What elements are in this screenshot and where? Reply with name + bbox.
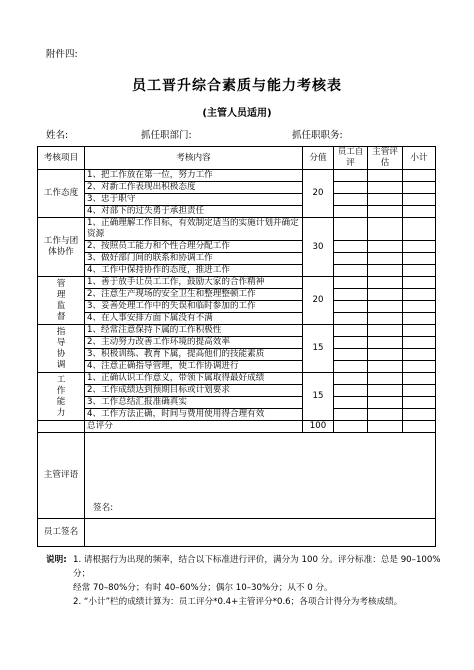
table-row bbox=[38, 337, 436, 349]
section-score: 15 bbox=[303, 373, 334, 421]
criteria-item: 3、积极训练、教育下属，提高他们的技能素质 bbox=[85, 349, 303, 361]
subtotal-cell[interactable] bbox=[403, 170, 436, 182]
header-score: 分值 bbox=[303, 147, 334, 170]
header-content: 考核内容 bbox=[85, 147, 303, 170]
table-row bbox=[38, 182, 436, 194]
total-mgr-cell[interactable] bbox=[368, 421, 403, 433]
section-score: 20 bbox=[303, 277, 334, 325]
self-eval-cell[interactable] bbox=[334, 253, 368, 265]
self-eval-cell[interactable] bbox=[334, 265, 368, 277]
subtotal-cell[interactable] bbox=[403, 289, 436, 301]
criteria-item: 3、妥善处理工作中的失误和临时参加的工作 bbox=[85, 301, 303, 313]
subtotal-cell[interactable] bbox=[403, 182, 436, 194]
department-field-label: 抓任职部门: bbox=[141, 130, 192, 141]
table-row bbox=[38, 170, 436, 182]
section-label-text: 协 bbox=[56, 348, 66, 359]
section-label-text: 工 bbox=[56, 374, 66, 385]
form-subtitle: (主管人员适用) bbox=[202, 108, 272, 119]
table-row bbox=[38, 409, 436, 421]
mgr-eval-cell[interactable] bbox=[368, 349, 403, 361]
subtotal-cell[interactable] bbox=[403, 373, 436, 385]
section-label bbox=[38, 373, 85, 421]
subtotal-cell[interactable] bbox=[403, 313, 436, 325]
header-self-eval bbox=[334, 147, 368, 170]
self-eval-cell[interactable] bbox=[334, 337, 368, 349]
total-self-cell[interactable] bbox=[334, 421, 368, 433]
subtotal-cell[interactable] bbox=[403, 206, 436, 218]
employee-sign-row bbox=[38, 519, 436, 547]
notes-block bbox=[46, 553, 446, 609]
notes-row-1 bbox=[46, 553, 446, 581]
mgr-eval-cell[interactable] bbox=[368, 253, 403, 265]
section-label-text: 作 bbox=[56, 385, 66, 396]
criteria-item: 4、对部下的过失勇于承担责任 bbox=[85, 206, 303, 218]
section-label-text: 导 bbox=[56, 337, 66, 348]
mgr-eval-cell[interactable] bbox=[368, 397, 403, 409]
self-eval-cell[interactable] bbox=[334, 313, 368, 325]
table-row bbox=[38, 397, 436, 409]
table-row bbox=[38, 301, 436, 313]
subtotal-cell[interactable] bbox=[403, 241, 436, 253]
mgr-eval-cell[interactable] bbox=[368, 194, 403, 206]
self-eval-cell[interactable] bbox=[334, 409, 368, 421]
section-label-text: 理 bbox=[56, 289, 66, 300]
position-field-label: 抓任职职务: bbox=[292, 130, 343, 141]
header-mgr-eval bbox=[368, 147, 403, 170]
header-subtotal: 小计 bbox=[403, 147, 436, 170]
criteria-item: 2、注意生产现场的安全卫生和整理整顿工作 bbox=[85, 289, 303, 301]
section-score: 30 bbox=[303, 218, 334, 277]
criteria-item: 2、工作成绩达到预期目标或计划要求 bbox=[85, 385, 303, 397]
section-score: 15 bbox=[303, 325, 334, 373]
self-eval-cell[interactable] bbox=[334, 182, 368, 194]
mgr-eval-cell[interactable] bbox=[368, 409, 403, 421]
criteria-item: 2、对新工作表现出积极态度 bbox=[85, 182, 303, 194]
mgr-eval-cell[interactable] bbox=[368, 301, 403, 313]
section-label-text: 管 bbox=[56, 278, 66, 289]
mgr-eval-cell[interactable] bbox=[368, 289, 403, 301]
self-eval-cell[interactable] bbox=[334, 301, 368, 313]
mgr-eval-cell[interactable] bbox=[368, 170, 403, 182]
notes-label: 说明: bbox=[46, 555, 67, 565]
table-row bbox=[38, 194, 436, 206]
section-label bbox=[38, 277, 85, 325]
table-row bbox=[38, 349, 436, 361]
supervisor-comment-row bbox=[38, 433, 436, 519]
employee-sign-area[interactable] bbox=[85, 519, 436, 547]
evaluation-table-body bbox=[38, 147, 436, 547]
mgr-eval-cell[interactable] bbox=[368, 337, 403, 349]
header-mgr-eval-line2: 估 bbox=[380, 158, 390, 168]
section-label-text: 调 bbox=[56, 359, 66, 370]
section-label-text: 力 bbox=[56, 407, 66, 418]
employee-sign-label: 员工签名 bbox=[38, 519, 85, 547]
table-row bbox=[38, 385, 436, 397]
subtotal-cell[interactable] bbox=[403, 397, 436, 409]
form-title: 员工晋升综合素质与能力考核表 bbox=[132, 78, 342, 94]
total-score: 100 bbox=[303, 421, 334, 433]
table-row bbox=[38, 253, 436, 265]
subtotal-cell[interactable] bbox=[403, 337, 436, 349]
criteria-item: 2、按照员工能力和个性合理分配工作 bbox=[85, 241, 303, 253]
criteria-item: 1、善于放手让员工工作，鼓励大家的合作精神 bbox=[85, 277, 303, 289]
subtotal-cell[interactable] bbox=[403, 409, 436, 421]
criteria-item: 1、正确理解工作目标，有效制定适当的实施计划并确定资源 bbox=[85, 218, 303, 241]
subtotal-cell[interactable] bbox=[403, 277, 436, 289]
section-label bbox=[38, 325, 85, 373]
self-eval-cell[interactable] bbox=[334, 277, 368, 289]
criteria-item: 4、注意正确指导管理，使工作协调进行 bbox=[85, 361, 303, 373]
total-row bbox=[38, 421, 436, 433]
criteria-item: 1、经常注意保持下属的工作积极性 bbox=[85, 325, 303, 337]
table-row bbox=[38, 265, 436, 277]
subtotal-cell[interactable] bbox=[403, 265, 436, 277]
table-row bbox=[38, 277, 436, 289]
criteria-item: 4、在人事安排方面下属没有不满 bbox=[85, 313, 303, 325]
notes-line-1: 1. 请根据行为出现的频率，结合以下标准进行评价，满分为 100 分。评分标准：总是 90–100%分； bbox=[73, 555, 441, 579]
mgr-eval-cell[interactable] bbox=[368, 265, 403, 277]
total-label: 总评分 bbox=[85, 421, 303, 433]
total-blank bbox=[38, 421, 85, 433]
mgr-eval-cell[interactable] bbox=[368, 325, 403, 337]
mgr-eval-cell[interactable] bbox=[368, 313, 403, 325]
self-eval-cell[interactable] bbox=[334, 325, 368, 337]
self-eval-cell[interactable] bbox=[334, 194, 368, 206]
criteria-item: 1、把工作放在第一位，努力工作 bbox=[85, 170, 303, 182]
table-row bbox=[38, 325, 436, 337]
mgr-eval-cell[interactable] bbox=[368, 218, 403, 241]
mgr-eval-cell[interactable] bbox=[368, 373, 403, 385]
self-eval-cell[interactable] bbox=[334, 241, 368, 253]
section-label bbox=[38, 170, 85, 218]
self-eval-cell[interactable] bbox=[334, 206, 368, 218]
section-label-text: 工作与团 bbox=[43, 236, 79, 246]
table-row bbox=[38, 218, 436, 241]
header-category: 考核项目 bbox=[38, 147, 85, 170]
attachment-label: 附件四: bbox=[46, 49, 78, 60]
section-label-text: 督 bbox=[56, 311, 66, 322]
self-eval-cell[interactable] bbox=[334, 349, 368, 361]
criteria-item: 4、工作中保持协作的态度，推进工作 bbox=[85, 265, 303, 277]
table-row bbox=[38, 241, 436, 253]
section-label-text: 能 bbox=[56, 396, 66, 407]
total-subtotal-cell[interactable] bbox=[403, 421, 436, 433]
notes-line-2: 经常 70–80%分；有时 40–60%分；偶尔 10–30%分；从不 0 分。 bbox=[73, 583, 333, 593]
section-label-text: 监 bbox=[56, 300, 66, 311]
criteria-item: 1、正确认识工作意义，带领下属取得最好成绩 bbox=[85, 373, 303, 385]
supervisor-comment-label: 主管评语 bbox=[38, 433, 85, 519]
self-eval-cell[interactable] bbox=[334, 289, 368, 301]
subtotal-cell[interactable] bbox=[403, 218, 436, 241]
section-label-text: 指 bbox=[56, 326, 66, 337]
header-self-eval-line2: 评 bbox=[346, 158, 355, 168]
subtotal-cell[interactable] bbox=[403, 301, 436, 313]
self-eval-cell[interactable] bbox=[334, 385, 368, 397]
criteria-item: 3、做好部门间的联系和协调工作 bbox=[85, 253, 303, 265]
notes-line-3: 2. “小计”栏的成绩计算为：员工评分*0.4+主管评分*0.6；各项合计得分为考核成绩。 bbox=[73, 597, 403, 607]
evaluation-table bbox=[37, 146, 436, 547]
signature-label: 签名: bbox=[93, 503, 114, 513]
subtotal-cell[interactable] bbox=[403, 361, 436, 373]
criteria-item: 3、工作总结汇报准确真实 bbox=[85, 397, 303, 409]
subtotal-cell[interactable] bbox=[403, 325, 436, 337]
self-eval-cell[interactable] bbox=[334, 373, 368, 385]
self-eval-cell[interactable] bbox=[334, 218, 368, 241]
subtotal-cell[interactable] bbox=[403, 349, 436, 361]
section-label-text: 工作态度 bbox=[43, 188, 79, 198]
table-row bbox=[38, 206, 436, 218]
name-field-label: 姓名: bbox=[46, 130, 69, 141]
table-row bbox=[38, 313, 436, 325]
mgr-eval-cell[interactable] bbox=[368, 241, 403, 253]
section-score: 20 bbox=[303, 170, 334, 218]
mgr-eval-cell[interactable] bbox=[368, 277, 403, 289]
self-eval-cell[interactable] bbox=[334, 397, 368, 409]
self-eval-cell[interactable] bbox=[334, 361, 368, 373]
table-row bbox=[38, 289, 436, 301]
subtotal-cell[interactable] bbox=[403, 194, 436, 206]
table-header-row bbox=[38, 147, 436, 170]
self-eval-cell[interactable] bbox=[334, 170, 368, 182]
criteria-item: 4、工作方法正确，时间与费用使用得合理有效 bbox=[85, 409, 303, 421]
header-self-eval-line1: 员工自 bbox=[337, 147, 364, 157]
mgr-eval-cell[interactable] bbox=[368, 361, 403, 373]
section-label-text: 体协作 bbox=[48, 247, 74, 257]
mgr-eval-cell[interactable] bbox=[368, 385, 403, 397]
mgr-eval-cell[interactable] bbox=[368, 182, 403, 194]
criteria-item: 2、主动努力改善工作环境的提高效率 bbox=[85, 337, 303, 349]
table-row bbox=[38, 361, 436, 373]
header-mgr-eval-line1: 主管评 bbox=[372, 147, 398, 157]
table-row bbox=[38, 373, 436, 385]
subtotal-cell[interactable] bbox=[403, 253, 436, 265]
supervisor-comment-area[interactable] bbox=[85, 433, 436, 519]
mgr-eval-cell[interactable] bbox=[368, 206, 403, 218]
section-label bbox=[38, 218, 85, 277]
subtotal-cell[interactable] bbox=[403, 385, 436, 397]
criteria-item: 3、忠于职守 bbox=[85, 194, 303, 206]
